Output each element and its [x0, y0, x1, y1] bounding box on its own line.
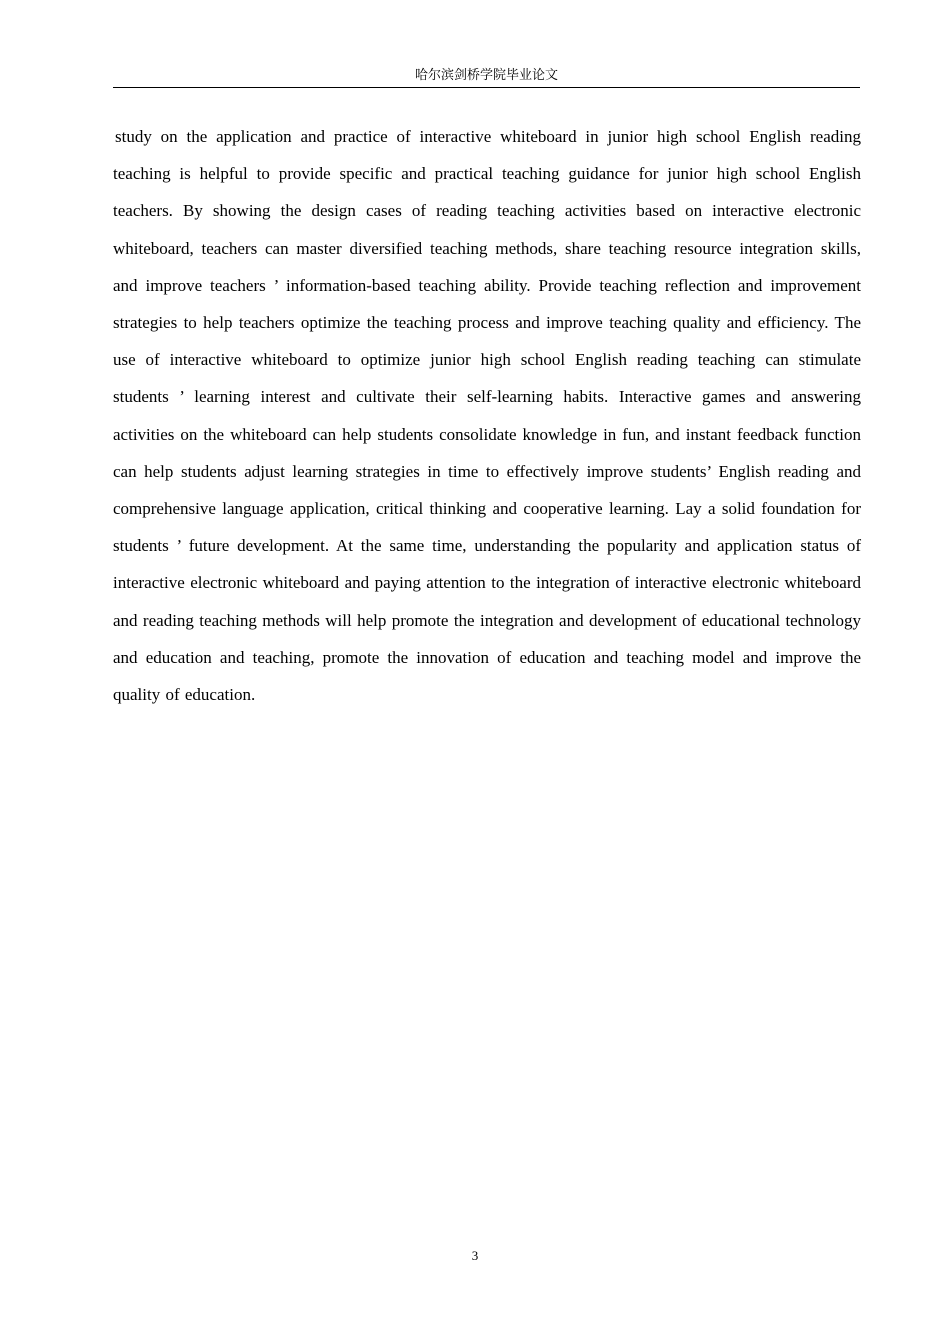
running-header: 哈尔滨剑桥学院毕业论文: [113, 66, 860, 88]
page-number: 3: [471, 1248, 479, 1263]
body-paragraph: study on the application and practice of interactive whiteboard in junior high school English reading teaching is helpful to provide specific and practical teaching guidance for junior high school English teachers. By showing the design cases of reading teaching activities based on interactive electronic whiteboard, teachers can master diversified teaching methods, share teaching resource integration skills, and improve teachers ’ information-based teaching ability. Provide teaching reflection and improvement strategies to help teachers optimize the teaching process and improve teaching quality and efficiency. The use of interactive whiteboard to optimize junior high school English reading teaching can stimulate students ’ learning interest and cultivate their self-learning habits. Interactive games and answering activities on the whiteboard can help students consolidate knowledge in fun, and instant feedback function can help students adjust learning strategies in time to effectively improve students’ English reading and comprehensive language application, critical thinking and cooperative learning. Lay a solid foundation for students ’ future development. At the same time, understanding the popularity and application status of interactive electronic whiteboard and paying attention to the integration of interactive electronic whiteboard and reading teaching methods will help promote the integration and development of educational technology and education and teaching, promote the innovation of education and teaching model and improve the quality of education.: [113, 127, 861, 705]
